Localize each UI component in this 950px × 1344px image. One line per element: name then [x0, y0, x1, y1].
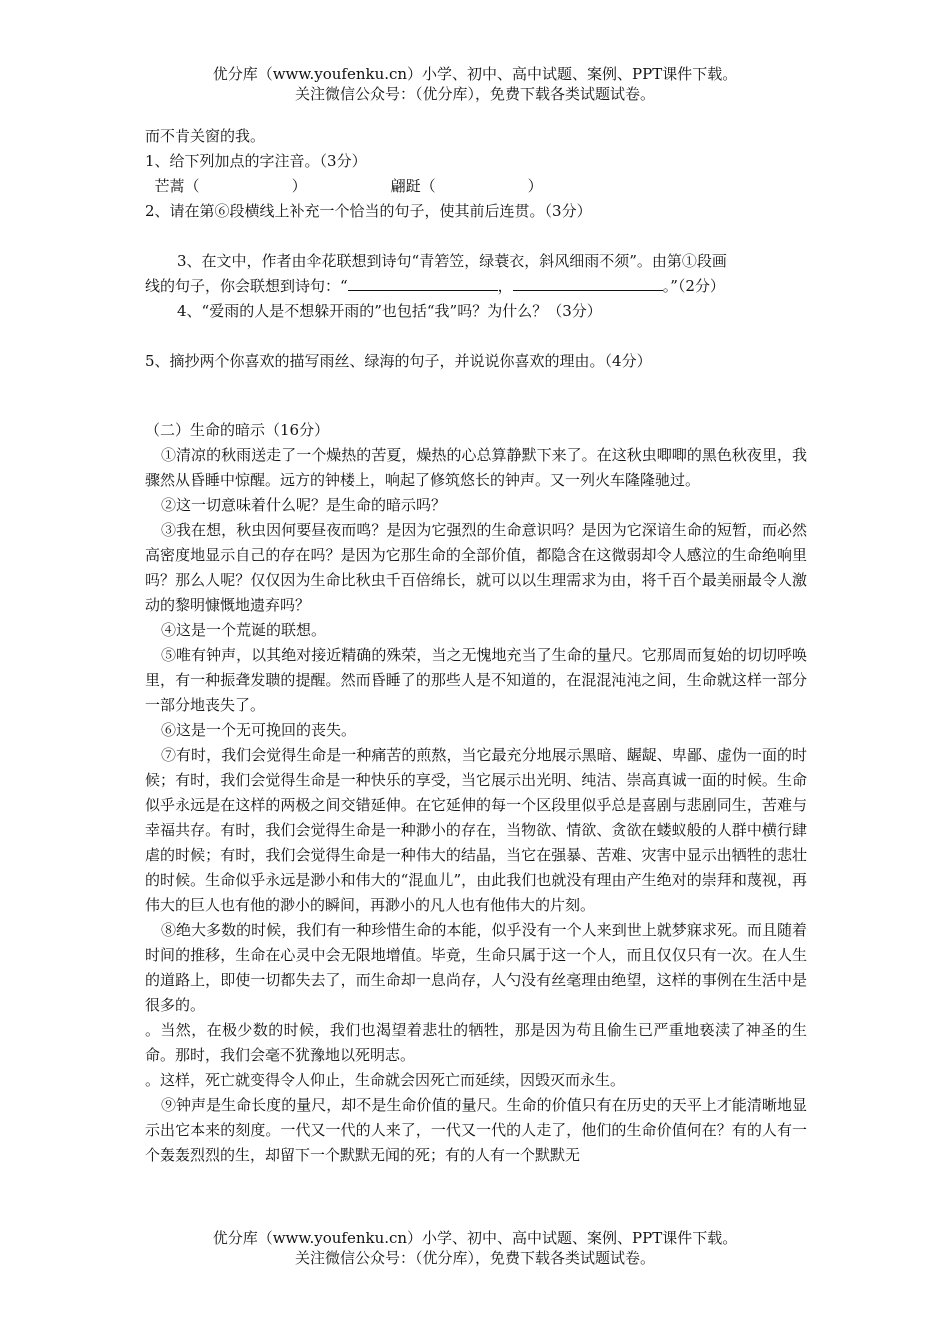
page-footer: [0, 1228, 950, 1268]
paragraph-3: ③我在想，秋虫因何要昼夜而鸣？是因为它强烈的生命意识吗？是因为它深谙生命的短暂，而必然高密度地显示自己的存在吗？是因为它那生命的全部价值，都隐含在这微弱却令人感泣的生命绝响里吗？那么人呢？仅仅因为生命比秋虫千百倍绵长，就可以以生理需求为由，将千百个最美丽最令人激动的黎明慷慨地遗弃吗？: [145, 521, 807, 614]
question-3-line-2: [145, 274, 807, 299]
paragraph-2: ②这一切意味着什么呢？是生命的暗示吗？: [161, 496, 447, 514]
paragraph-9: ⑨钟声是生命长度的量尺，却不是生命价值的量尺。生命的价值只有在历史的天平上才能清晰地显示出它本来的刻度。一代又一代的人来了，一代又一代的人走了，他们的生命价值何在？有的人有一个轰轰烈烈的生，却留下一个默默无闻的死；有的人有一个默默无: [145, 1096, 807, 1164]
question-1-blanks: [145, 174, 807, 199]
q1-close-2: ）: [527, 177, 543, 195]
q1-close-1: ）: [291, 177, 307, 195]
continuation-text: 而不肯关窗的我。: [145, 127, 266, 145]
document-body: [145, 124, 807, 1168]
q1-word-1: 芒蒿（: [154, 177, 200, 195]
paragraph-5: ⑤唯有钟声，以其绝对接近精确的殊荣，当之无愧地充当了生命的量尺。它那周而复始的切切呼唤里，有一种振聋发聩的提醒。然而昏睡了的那些人是不知道的，在混混沌沌之间，生命就这样一部分一部分地丧失了。: [145, 646, 807, 714]
paragraph-1: ①清凉的秋雨送走了一个燥热的苦夏，燥热的心总算静默下来了。在这秋虫唧唧的黑色秋夜里，我骤然从昏睡中惊醒。远方的钟楼上，响起了修筑悠长的钟声。又一列火车隆隆驰过。: [145, 446, 807, 489]
header-line-1: 优分库（www.youfenku.cn）小学、初中、高中试题、案例、PPT课件下载。: [212, 65, 738, 83]
paragraph-8-cont-2: 。这样，死亡就变得令人仰止，生命就会因死亡而延续，因毁灭而永生。: [145, 1071, 626, 1089]
paragraph-4: ④这是一个荒诞的联想。: [161, 621, 327, 639]
paragraph-6: ⑥这是一个无可挽回的丧失。: [161, 721, 357, 739]
paragraph-8: ⑧绝大多数的时候，我们有一种珍惜生命的本能，似乎没有一个人来到世上就梦寐求死。而且随着时间的推移，生命在心灵中会无限地增值。毕竟，生命只属于这一个人，而且仅仅只有一次。在人生的道路上，即使一切都失去了，而生命却一息尚存，人勺没有丝毫理由绝望，这样的事例在生活中是很多的。: [145, 921, 807, 1014]
footer-line-2: 关注微信公众号：（优分库），免费下载各类试题试卷。: [294, 1249, 655, 1267]
question-2: 2、请在第⑥段横线上补充一个恰当的句子，使其前后连贯。（3分）: [145, 202, 592, 220]
q3-end: 。”（2分）: [662, 277, 725, 295]
q3-prompt: 线的句子，你会联想到诗句：“: [145, 277, 348, 295]
question-5: 5、摘抄两个你喜欢的描写雨丝、绿海的句子，并说说你喜欢的理由。（4分）: [145, 352, 652, 370]
page-header: [0, 64, 950, 104]
header-line-2: 关注微信公众号：（优分库），免费下载各类试题试卷。: [294, 85, 655, 103]
q1-word-2: 翩跹（: [390, 177, 436, 195]
question-4: 4、“爱雨的人是不想躲开雨的”也包括“我”吗？为什么？（3分）: [177, 302, 602, 320]
question-1: 1、给下列加点的字注音。（3分）: [145, 152, 367, 170]
section-2-title: （二）生命的暗示（16分）: [145, 421, 330, 439]
paragraph-7: ⑦有时，我们会觉得生命是一种痛苦的煎熬，当它最充分地展示黑暗、龌龊、卑鄙、虚伪一面的时候；有时，我们会觉得生命是一种快乐的享受，当它展示出光明、纯洁、崇高真诚一面的时候。生命似乎永远是在这样的两极之间交错延伸。在它延伸的每一个区段里似乎总是喜剧与悲剧同生，苦难与幸福共存。有时，我们会觉得生命是一种渺小的存在，当物欲、情欲、贪欲在蝼蚁般的人群中横行肆虐的时候；有时，我们会觉得生命是一种伟大的结晶，当它在强暴、苦难、灾害中显示出牺牲的悲壮的时候。生命似乎永远是渺小和伟大的“混血儿”，由此我们也就没有理由产生绝对的崇拜和蔑视，再伟大的巨人也有他的渺小的瞬间，再渺小的凡人也有他伟大的片刻。: [145, 746, 807, 914]
footer-line-1: 优分库（www.youfenku.cn）小学、初中、高中试题、案例、PPT课件下载。: [212, 1229, 738, 1247]
answer-blank-1[interactable]: [348, 276, 498, 291]
question-3-line-1: 3、在文中，作者由伞花联想到诗句“青箬笠，绿蓑衣，斜风细雨不须”。由第①段画: [177, 252, 727, 270]
paragraph-8-cont-1: 。当然，在极少数的时候，我们也渴望着悲壮的牺牲，那是因为苟且偷生已严重地亵渎了神圣的生命。那时，我们会毫不犹豫地以死明志。: [145, 1021, 807, 1064]
q3-comma: ，: [497, 277, 513, 295]
answer-blank-2[interactable]: [513, 276, 663, 291]
